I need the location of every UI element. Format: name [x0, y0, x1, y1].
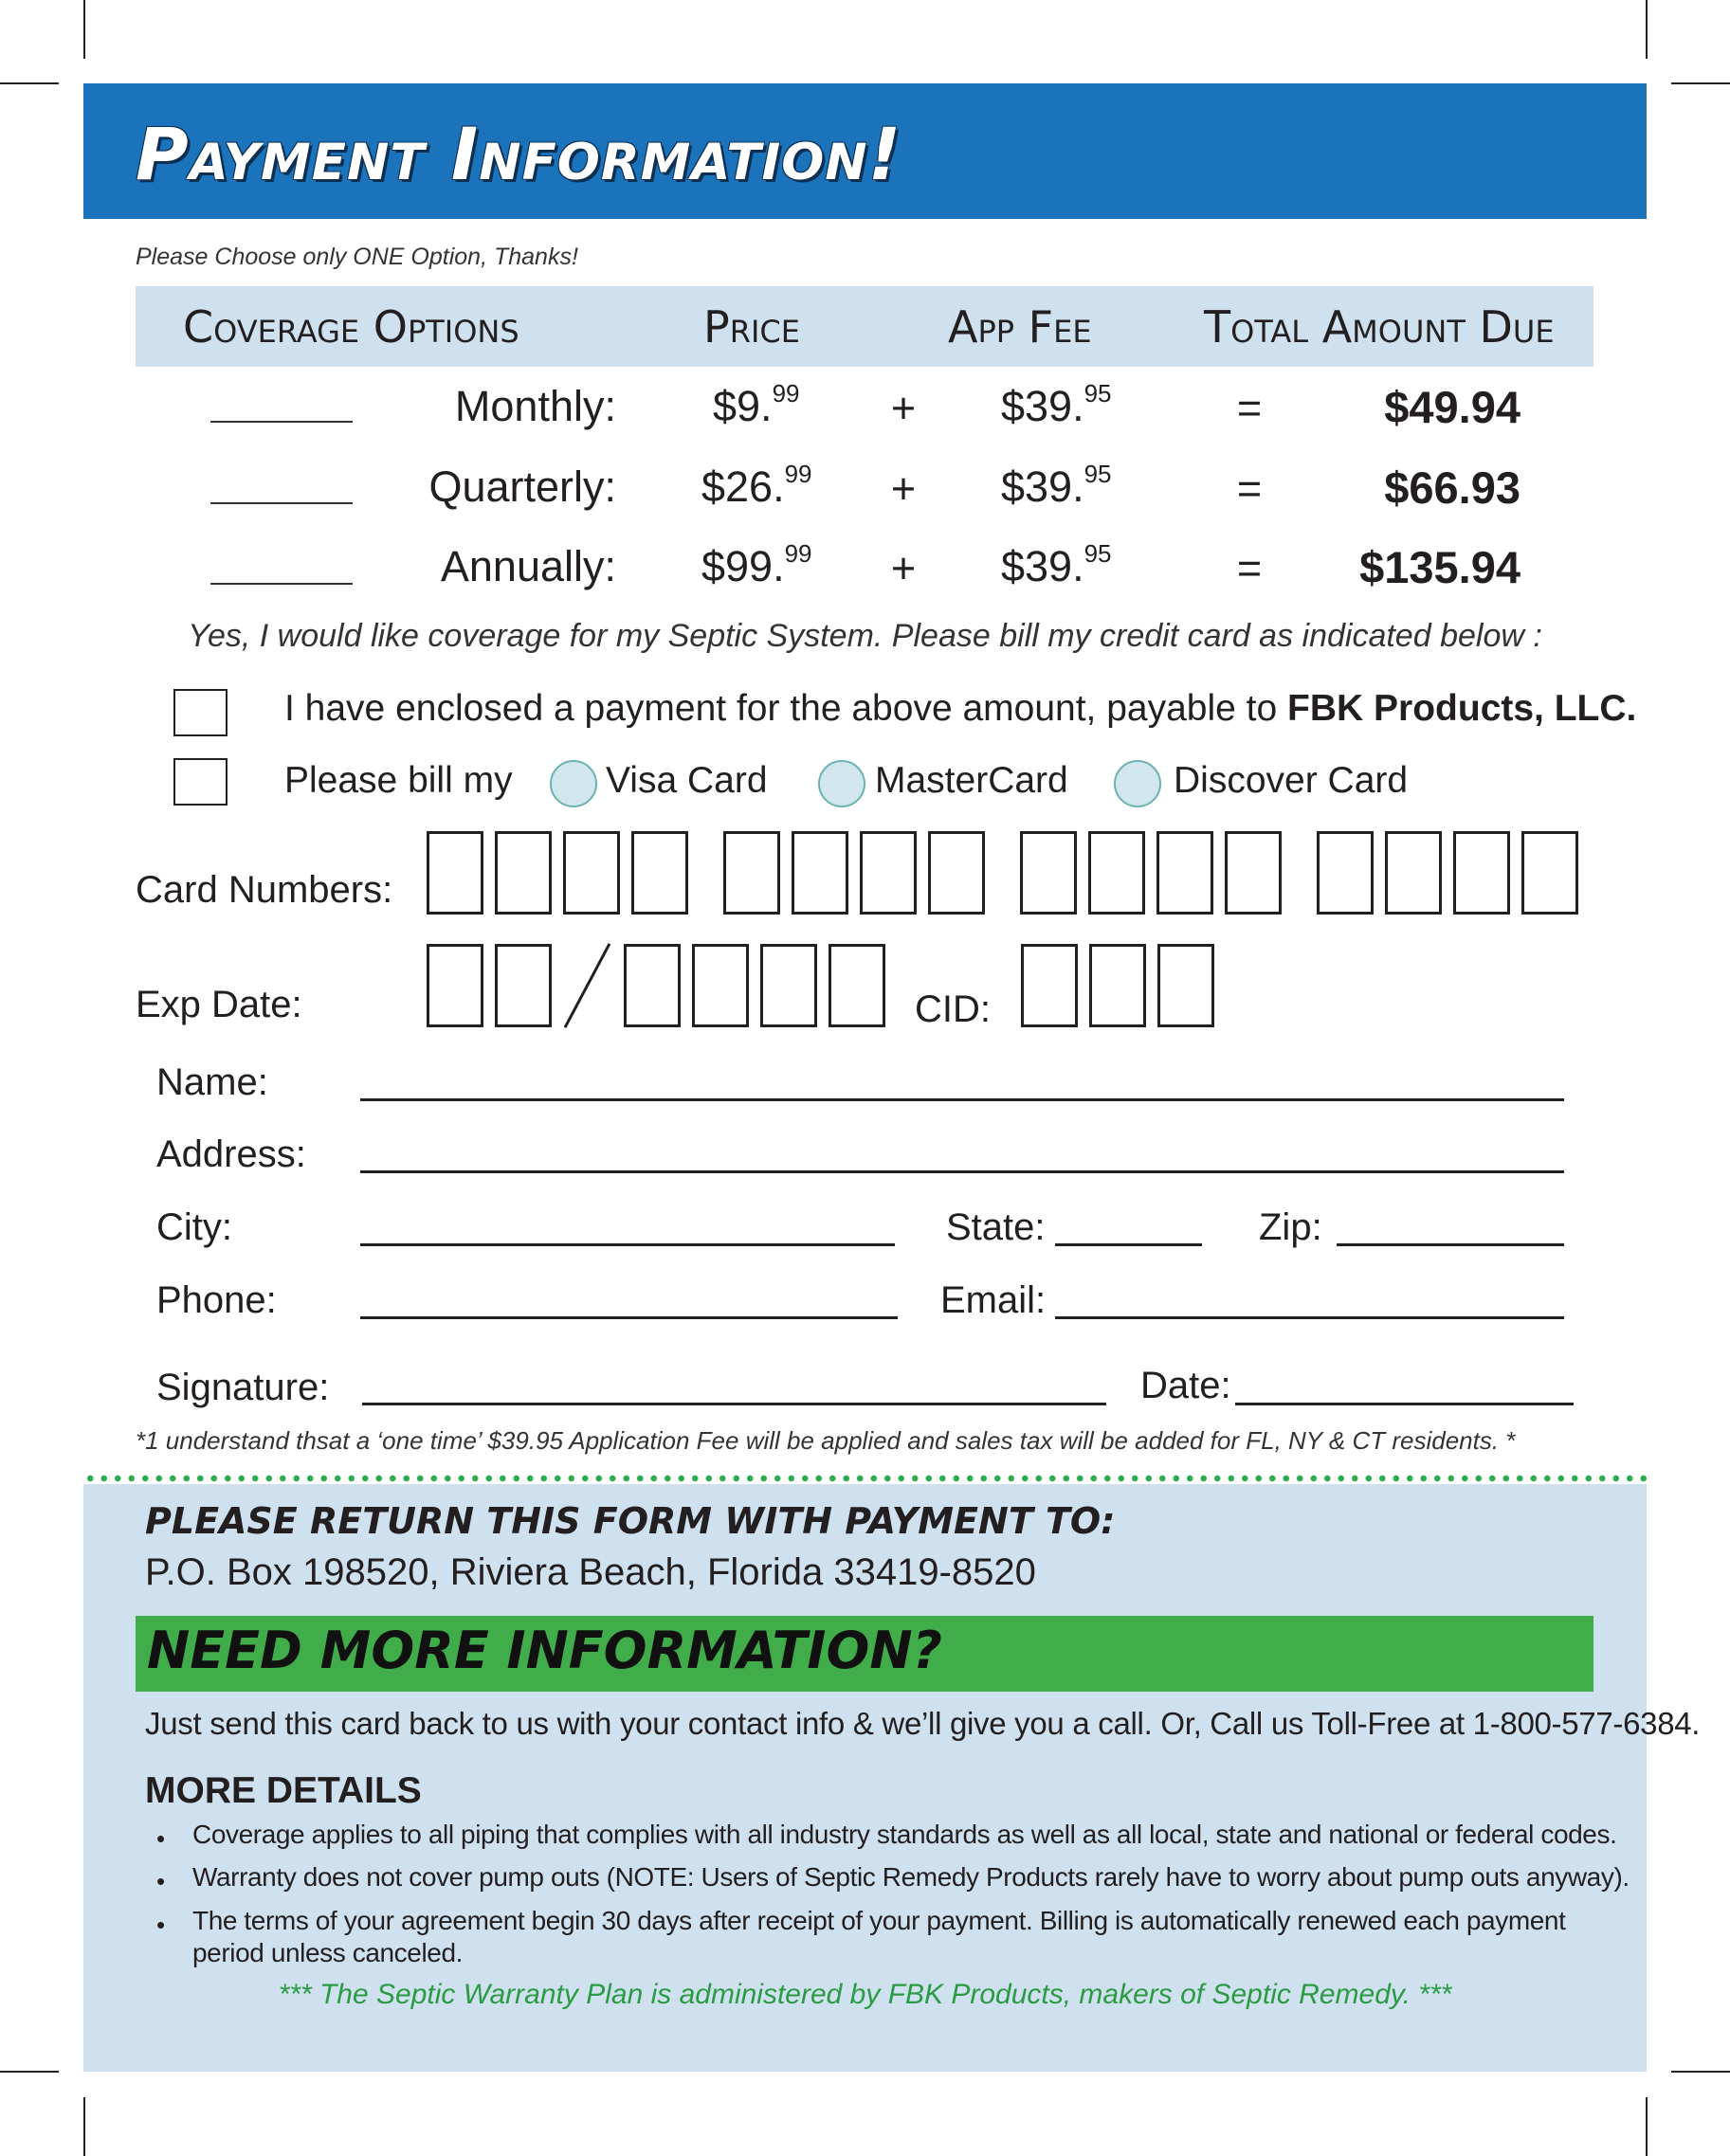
- signature-field[interactable]: [362, 1403, 1106, 1405]
- email-field[interactable]: [1055, 1316, 1564, 1319]
- date-label: Date:: [1140, 1365, 1231, 1406]
- exp-year-box[interactable]: [760, 944, 817, 1027]
- card-digit-box[interactable]: [1020, 831, 1077, 915]
- zip-field[interactable]: [1337, 1243, 1564, 1246]
- bullet-icon: •: [156, 1824, 166, 1853]
- card-digit-box[interactable]: [1453, 831, 1510, 915]
- exp-date-label: Exp Date:: [136, 984, 302, 1025]
- fee-disclaimer: *1 understand thsat a ‘one time’ $39.95 Application Fee will be applied and sales tax will be added for FL, NY & CT residents. *: [136, 1426, 1516, 1455]
- plus-sign: +: [890, 544, 917, 592]
- return-heading: PLEASE RETURN THIS FORM WITH PAYMENT TO:: [145, 1500, 1116, 1542]
- card-digit-box[interactable]: [1385, 831, 1442, 915]
- enclosed-payment-checkbox[interactable]: [173, 689, 228, 736]
- name-label: Name:: [156, 1061, 268, 1103]
- cid-box[interactable]: [1021, 944, 1078, 1027]
- crop-mark: [1671, 2071, 1730, 2073]
- card-digit-box[interactable]: [1156, 831, 1213, 915]
- detail-item: Warranty does not cover pump outs (NOTE: Users of Septic Remedy Products rarely have to worry about pump outs anyway).: [192, 1862, 1630, 1892]
- date-slash: [564, 943, 611, 1028]
- exp-year-box[interactable]: [624, 944, 681, 1027]
- city-label: City:: [156, 1206, 232, 1248]
- plus-sign: +: [890, 464, 917, 513]
- city-field[interactable]: [360, 1243, 895, 1246]
- equals-sign: =: [1236, 464, 1263, 513]
- card-digit-box[interactable]: [631, 831, 688, 915]
- email-label: Email:: [940, 1279, 1047, 1321]
- card-digit-box[interactable]: [860, 831, 917, 915]
- crop-mark: [1671, 82, 1730, 84]
- crop-mark: [0, 82, 59, 84]
- cid-label: CID:: [915, 988, 991, 1030]
- bullet-icon: •: [156, 1867, 166, 1895]
- discover-radio[interactable]: [1114, 760, 1161, 807]
- exp-month-box[interactable]: [495, 944, 552, 1027]
- total-monthly: $49.94: [1384, 382, 1521, 432]
- card-digit-box[interactable]: [427, 831, 483, 915]
- column-header-total-amount-due: Total Amount Due: [1204, 301, 1555, 353]
- detail-item-continuation: period unless canceled.: [192, 1938, 463, 1967]
- card-digit-box[interactable]: [495, 831, 552, 915]
- card-digit-box[interactable]: [723, 831, 780, 915]
- zip-label: Zip:: [1259, 1206, 1322, 1248]
- state-field[interactable]: [1055, 1243, 1202, 1246]
- price-quarterly: $26.99: [701, 460, 812, 511]
- enclosed-payment-text: I have enclosed a payment for the above amount, payable to FBK Products, LLC.: [284, 688, 1637, 729]
- plus-sign: +: [890, 384, 917, 432]
- row-label-quarterly: Quarterly:: [428, 462, 616, 511]
- app-fee-quarterly: $39.95: [1001, 460, 1112, 511]
- card-digit-box[interactable]: [563, 831, 620, 915]
- card-digit-box[interactable]: [928, 831, 985, 915]
- card-digit-box[interactable]: [1088, 831, 1145, 915]
- price-annually: $99.99: [701, 539, 812, 590]
- row-label-monthly: Monthly:: [454, 382, 616, 430]
- crop-mark: [83, 2097, 85, 2156]
- crop-mark: [1646, 2097, 1648, 2156]
- phone-label: Phone:: [156, 1279, 277, 1321]
- equals-sign: =: [1236, 384, 1263, 432]
- exp-year-box[interactable]: [692, 944, 749, 1027]
- card-numbers-label: Card Numbers:: [136, 869, 393, 911]
- mastercard-radio[interactable]: [818, 760, 865, 807]
- coverage-consent-note: Yes, I would like coverage for my Septic System. Please bill my credit card as indicated below :: [188, 618, 1542, 654]
- crop-mark: [0, 2071, 59, 2073]
- row-label-annually: Annually:: [440, 542, 616, 590]
- equals-sign: =: [1236, 544, 1263, 592]
- state-label: State:: [946, 1206, 1046, 1248]
- phone-field[interactable]: [360, 1316, 898, 1319]
- contact-instructions: Just send this card back to us with your contact info & we’ll give you a call. Or, Call us Toll-Free at 1-800-577-6384.: [145, 1706, 1701, 1741]
- return-address: P.O. Box 198520, Riviera Beach, Florida 33419-8520: [145, 1551, 1036, 1593]
- administrator-note: *** The Septic Warranty Plan is administered by FBK Products, makers of Septic Remedy. ***: [278, 1979, 1452, 2010]
- bill-card-checkbox[interactable]: [173, 758, 228, 806]
- app-fee-annually: $39.95: [1001, 539, 1112, 590]
- bill-my-label: Please bill my: [284, 760, 513, 801]
- visa-radio[interactable]: [550, 760, 597, 807]
- dotted-divider: [83, 1475, 1647, 1482]
- column-header-price: Price: [703, 301, 800, 353]
- address-field[interactable]: [360, 1170, 1564, 1173]
- name-field[interactable]: [360, 1098, 1564, 1101]
- price-monthly: $9.99: [713, 379, 800, 430]
- discover-label: Discover Card: [1174, 760, 1409, 801]
- column-header-app-fee: App Fee: [948, 301, 1092, 353]
- signature-label: Signature:: [156, 1367, 330, 1408]
- page-title: Payment Information!: [136, 112, 902, 196]
- more-details-heading: MORE DETAILS: [145, 1770, 422, 1811]
- card-digit-box[interactable]: [1521, 831, 1578, 915]
- cid-box[interactable]: [1157, 944, 1214, 1027]
- visa-label: Visa Card: [606, 760, 768, 801]
- app-fee-monthly: $39.95: [1001, 379, 1112, 430]
- detail-item: The terms of your agreement begin 30 days after receipt of your payment. Billing is automatically renewed each payment: [192, 1906, 1566, 1935]
- cid-box[interactable]: [1089, 944, 1146, 1027]
- bullet-icon: •: [156, 1911, 166, 1939]
- more-info-heading: NEED MORE INFORMATION?: [147, 1621, 942, 1680]
- total-annually: $135.94: [1359, 542, 1521, 592]
- date-field[interactable]: [1235, 1403, 1574, 1405]
- column-header-coverage-options: Coverage Options: [183, 301, 519, 353]
- crop-mark: [1646, 0, 1648, 59]
- choose-note: Please Choose only ONE Option, Thanks!: [136, 244, 578, 270]
- exp-year-box[interactable]: [829, 944, 885, 1027]
- card-digit-box[interactable]: [1225, 831, 1282, 915]
- mastercard-label: MasterCard: [875, 760, 1068, 801]
- exp-month-box[interactable]: [427, 944, 483, 1027]
- total-quarterly: $66.93: [1384, 462, 1521, 513]
- card-digit-box[interactable]: [792, 831, 848, 915]
- address-label: Address:: [156, 1133, 306, 1175]
- crop-mark: [83, 0, 85, 59]
- card-digit-box[interactable]: [1317, 831, 1374, 915]
- detail-item: Coverage applies to all piping that complies with all industry standards as well as all local, state and national or federal codes.: [192, 1820, 1617, 1849]
